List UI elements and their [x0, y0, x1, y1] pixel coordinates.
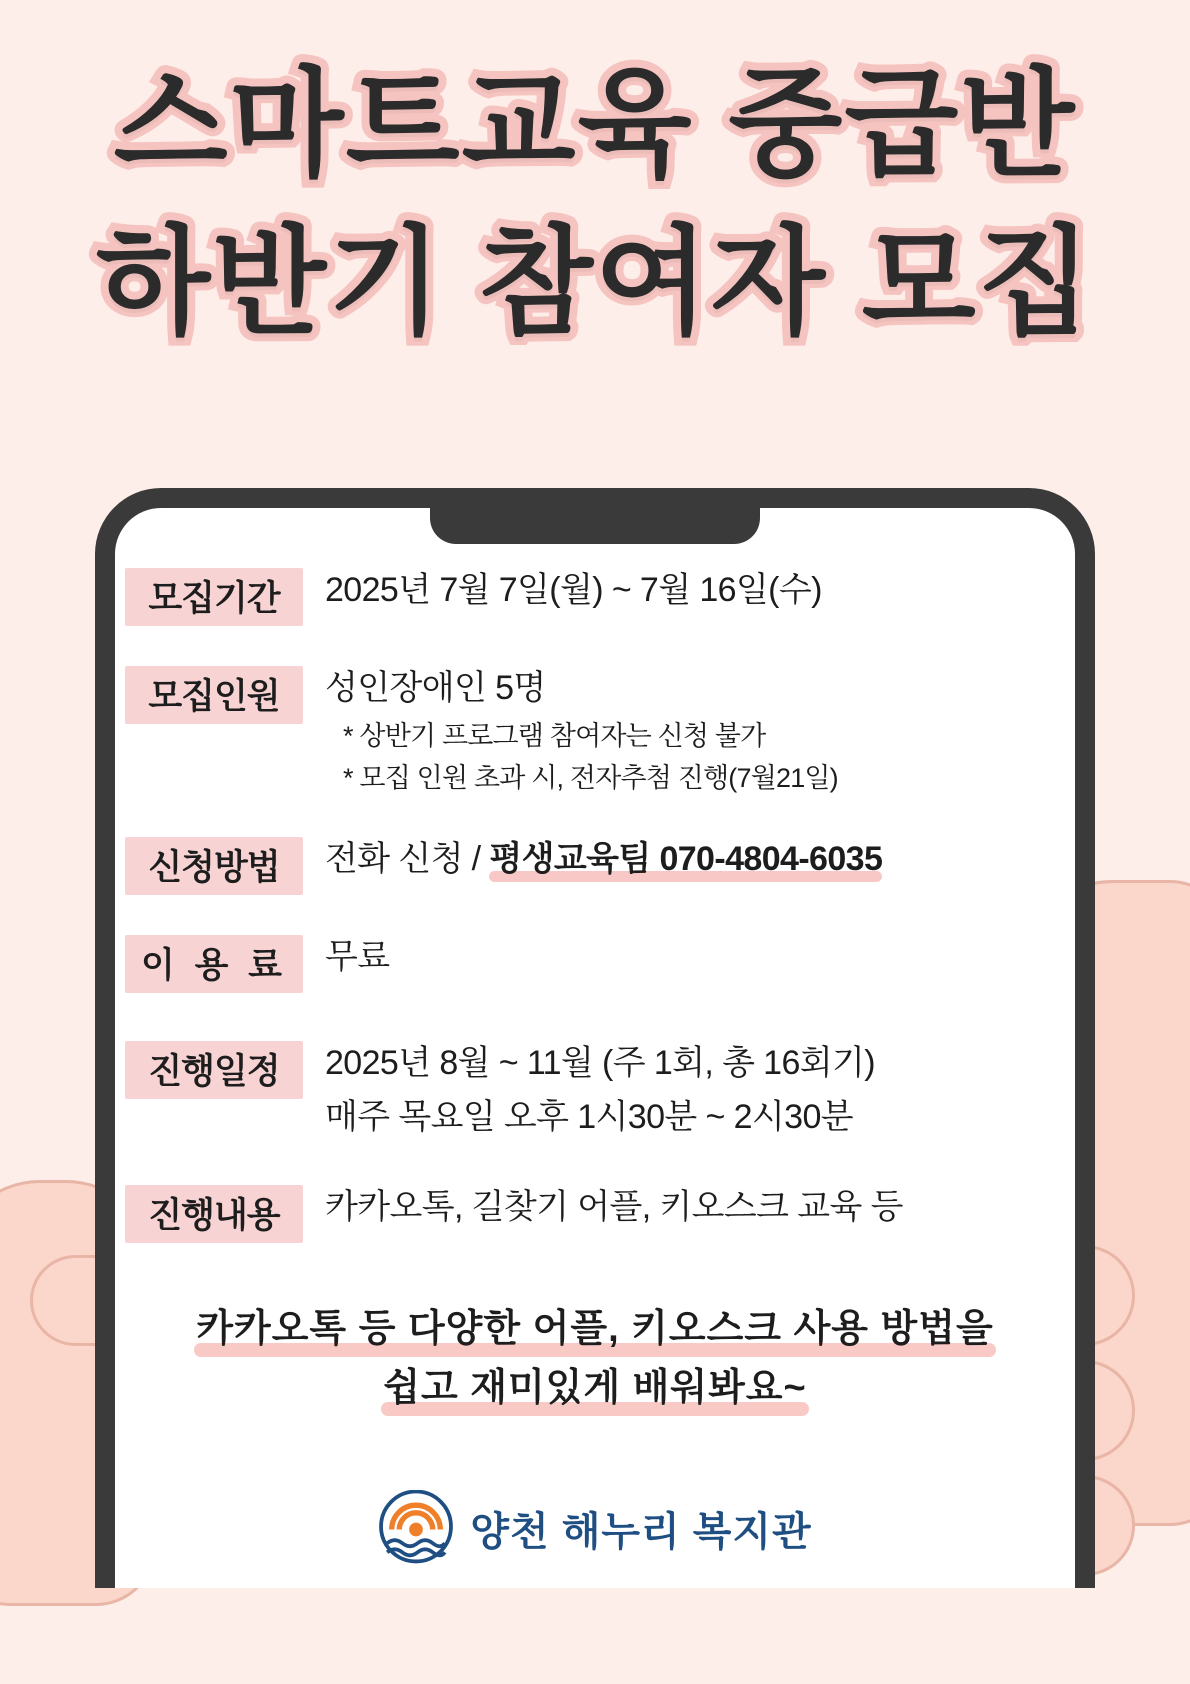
info-row-quota [125, 666, 1075, 797]
label-quota: 모집인원 [125, 666, 303, 724]
title-line-2: 하반기 참여자 모집 [96, 216, 1094, 349]
tagline-line-2 [0, 1359, 1190, 1418]
value-quota-note-2: * 모집 인원 초과 시, 전자추첨 진행(7월21일) [343, 763, 838, 794]
label-period: 모집기간 [125, 568, 303, 626]
info-row-schedule [125, 1041, 1075, 1141]
value-quota [303, 666, 1075, 797]
tagline-line-1-text: 카카오톡 등 다양한 어플, 키오스크 사용 방법을 [194, 1300, 995, 1359]
phone-notch [430, 508, 760, 544]
title-line-1: 스마트교육 중급반 [113, 59, 1077, 191]
value-apply-prefix: 전화 신청 / [325, 839, 490, 878]
sunrise-wave-icon [378, 1490, 454, 1566]
organization-logo [0, 1490, 1190, 1566]
value-fee: 무료 [325, 937, 390, 976]
poster-title [0, 52, 1190, 357]
value-quota-main: 성인장애인 5명 [325, 669, 546, 707]
label-fee: 이 용 료 [125, 935, 303, 993]
info-row-period [125, 568, 1075, 626]
value-apply-phone: 평생교육팀 070-4804-6035 [489, 837, 882, 883]
info-row-fee [125, 935, 1075, 993]
value-content: 카카오톡, 길찾기 어플, 키오스크 교육 등 [325, 1187, 903, 1226]
value-quota-note-1: * 상반기 프로그램 참여자는 신청 불가 [343, 720, 766, 751]
logo-text: 양천 해누리 복지관 [470, 1509, 812, 1554]
label-content: 진행내용 [125, 1185, 303, 1243]
tagline-line-2-text: 쉽고 재미있게 배워봐요~ [381, 1359, 808, 1418]
tagline-line-1 [0, 1300, 1190, 1359]
info-row-apply [125, 837, 1075, 895]
info-list [125, 568, 1075, 1273]
value-schedule [303, 1041, 1075, 1141]
info-row-content [125, 1185, 1075, 1243]
value-schedule-line-2: 매주 목요일 오후 1시30분 ~ 2시30분 [325, 1097, 854, 1136]
value-period: 2025년 7월 7일(월) ~ 7월 16일(수) [325, 571, 822, 609]
value-schedule-line-1: 2025년 8월 ~ 11월 (주 1회, 총 16회기) [325, 1043, 875, 1082]
value-apply [303, 837, 1075, 883]
tagline [0, 1300, 1190, 1418]
label-apply: 신청방법 [125, 837, 303, 895]
label-schedule: 진행일정 [125, 1041, 303, 1099]
